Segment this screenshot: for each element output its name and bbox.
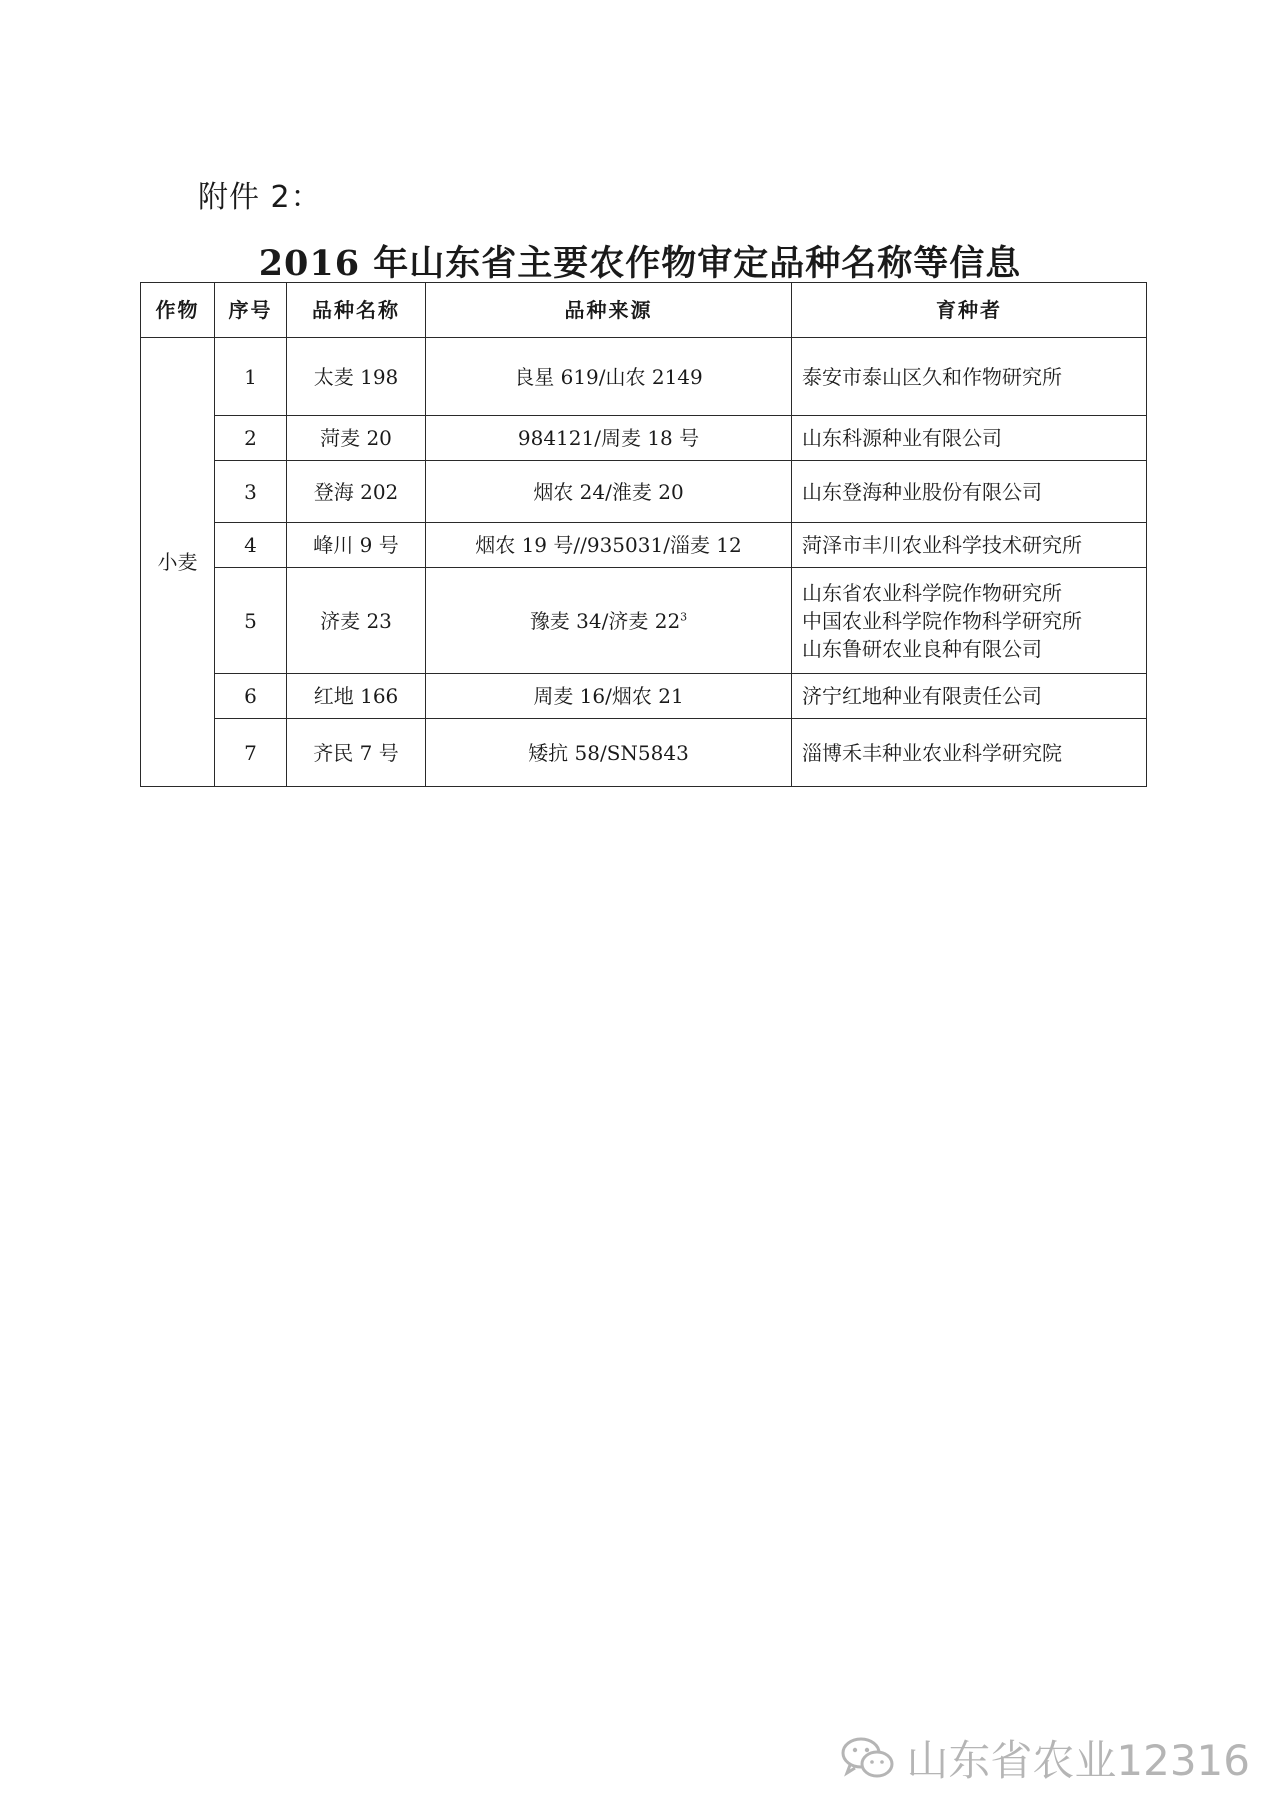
table-row bbox=[141, 568, 1147, 674]
crop-cell: 小麦 bbox=[141, 338, 215, 787]
table-row bbox=[141, 416, 1147, 461]
header-crop: 作物 bbox=[141, 283, 215, 338]
document-title: 2016 年山东省主要农作物审定品种名称等信息 bbox=[258, 243, 1022, 284]
row-no: 3 bbox=[215, 461, 287, 523]
breeder-cell bbox=[792, 719, 1147, 787]
table-row bbox=[141, 461, 1147, 523]
watermark bbox=[840, 1728, 1250, 1788]
breeder-cell bbox=[792, 674, 1147, 719]
breeder-cell bbox=[792, 416, 1147, 461]
variety-source-superscript: 3 bbox=[680, 609, 688, 623]
row-no: 4 bbox=[215, 523, 287, 568]
table-row bbox=[141, 523, 1147, 568]
variety-source-text: 豫麦 34/济麦 22 bbox=[529, 608, 681, 633]
variety-source bbox=[426, 523, 792, 568]
variety-source-text: 矮抗 58/SN5843 bbox=[528, 740, 689, 765]
table-header-row bbox=[141, 283, 1147, 338]
variety-name: 齐民 7 号 bbox=[287, 719, 426, 787]
header-source: 品种来源 bbox=[426, 283, 792, 338]
row-no: 7 bbox=[215, 719, 287, 787]
header-no: 序号 bbox=[215, 283, 287, 338]
variety-source-text: 周麦 16/烟农 21 bbox=[533, 684, 684, 708]
attachment-label: 附件 2： bbox=[198, 180, 322, 215]
variety-source bbox=[426, 461, 792, 523]
breeder-name: 泰安市泰山区久和作物研究所 bbox=[802, 364, 1062, 389]
variety-table bbox=[140, 282, 1147, 787]
variety-name: 太麦 198 bbox=[287, 338, 426, 416]
watermark-text: 山东省农业12316 bbox=[906, 1736, 1250, 1785]
breeder-cell bbox=[792, 568, 1147, 674]
table-body bbox=[141, 338, 1147, 787]
breeder-name: 淄博禾丰种业农业科学研究院 bbox=[802, 740, 1062, 765]
table-row bbox=[141, 719, 1147, 787]
breeder-name: 菏泽市丰川农业科学技术研究所 bbox=[802, 533, 1082, 557]
breeder-cell bbox=[792, 338, 1147, 416]
variety-source bbox=[426, 568, 792, 674]
breeder-name: 山东科源种业有限公司 bbox=[802, 426, 1002, 450]
variety-source-text: 烟农 19 号//935031/淄麦 12 bbox=[475, 533, 742, 557]
variety-name: 登海 202 bbox=[287, 461, 426, 523]
variety-source bbox=[426, 674, 792, 719]
variety-name: 菏麦 20 bbox=[287, 416, 426, 461]
variety-name: 济麦 23 bbox=[287, 568, 426, 674]
variety-source bbox=[426, 338, 792, 416]
variety-name: 红地 166 bbox=[287, 674, 426, 719]
breeder-name: 山东省农业科学院作物研究所 bbox=[802, 580, 1062, 605]
variety-source-text: 984121/周麦 18 号 bbox=[517, 426, 700, 450]
header-name: 品种名称 bbox=[287, 283, 426, 338]
variety-name: 峰川 9 号 bbox=[287, 523, 426, 568]
row-no: 6 bbox=[215, 674, 287, 719]
breeder-name: 山东登海种业股份有限公司 bbox=[802, 479, 1042, 504]
breeder-name: 山东鲁研农业良种有限公司 bbox=[802, 636, 1042, 661]
row-no: 1 bbox=[215, 338, 287, 416]
breeder-name: 济宁红地种业有限责任公司 bbox=[802, 684, 1042, 708]
variety-source-text: 良星 619/山农 2149 bbox=[514, 364, 703, 389]
row-no: 5 bbox=[215, 568, 287, 674]
header-breeder: 育种者 bbox=[792, 283, 1147, 338]
breeder-name: 中国农业科学院作物科学研究所 bbox=[802, 608, 1082, 633]
variety-source-text: 烟农 24/淮麦 20 bbox=[533, 479, 684, 504]
breeder-cell bbox=[792, 461, 1147, 523]
table-row bbox=[141, 338, 1147, 416]
table-row bbox=[141, 674, 1147, 719]
row-no: 2 bbox=[215, 416, 287, 461]
variety-source bbox=[426, 719, 792, 787]
wechat-icon bbox=[840, 1736, 896, 1780]
variety-source bbox=[426, 416, 792, 461]
breeder-cell bbox=[792, 523, 1147, 568]
